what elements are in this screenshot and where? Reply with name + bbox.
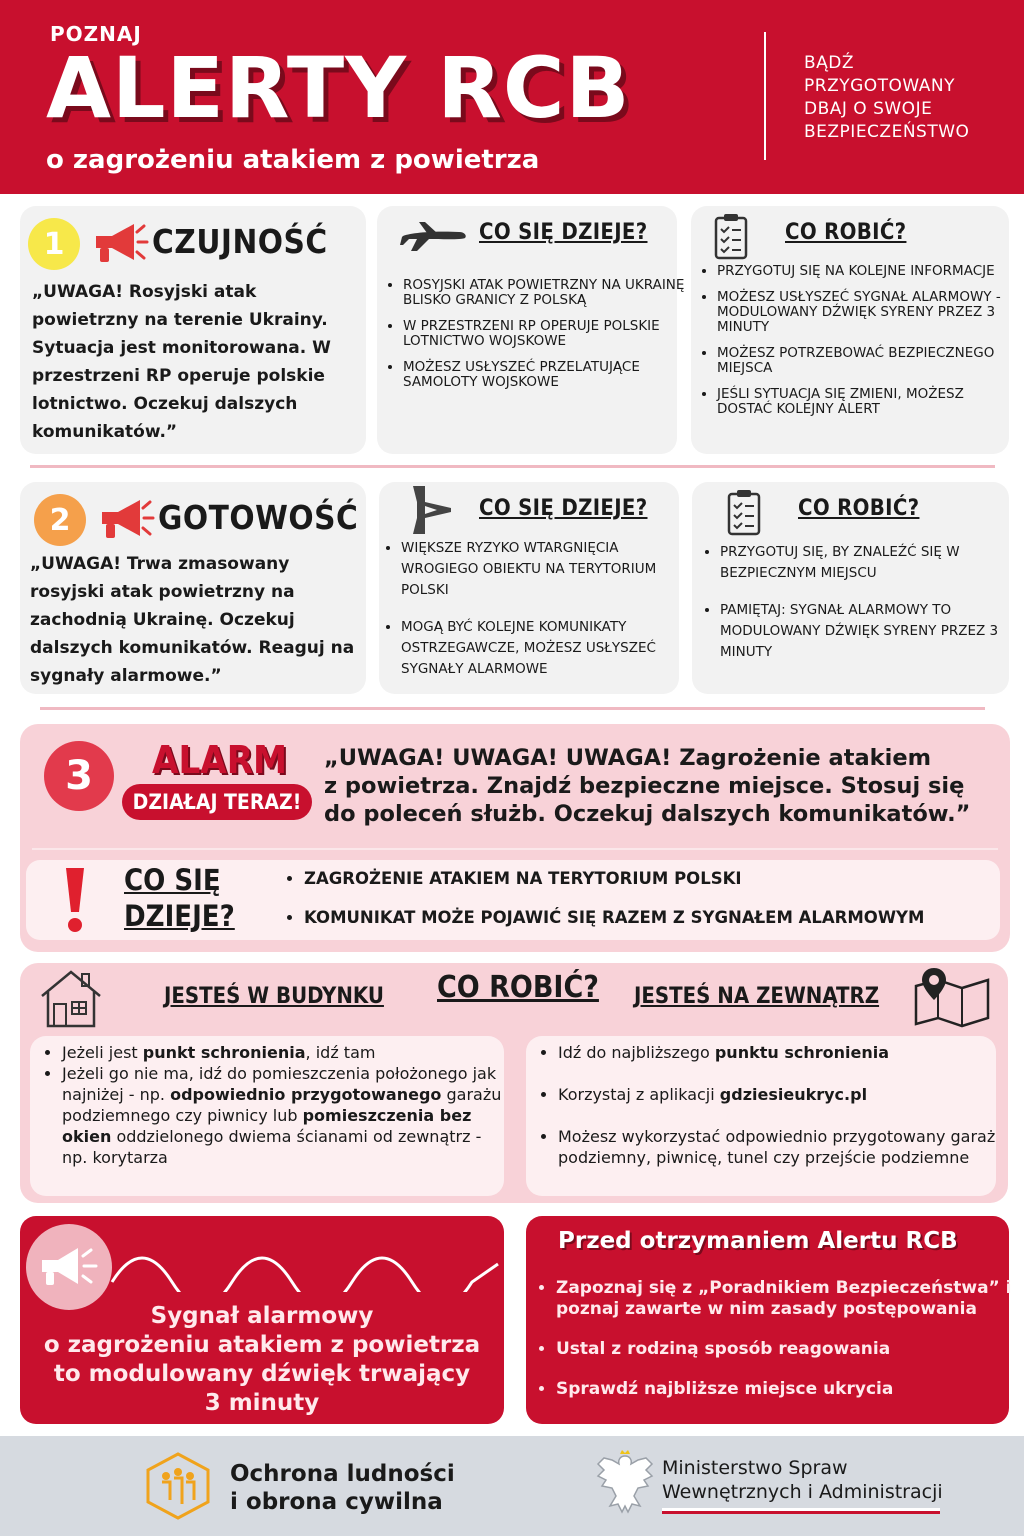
house-icon: [38, 968, 104, 1030]
list-item: • Sprawdź najbliższe miejsce ukrycia: [556, 1379, 1016, 1400]
list-item: • WIĘKSZE RYZYKO WTARGNIĘCIA WROGIEGO OBIEKTU NA TERYTORIUM POLSKI: [401, 538, 689, 601]
footer-left-text: [230, 1460, 455, 1516]
slogan-line: PRZYGOTOWANY: [804, 76, 956, 96]
alarm-happening-list: [286, 869, 924, 947]
before-title: Przed otrzymaniem Alertu RCB: [558, 1228, 958, 1254]
list-item: [62, 1042, 510, 1063]
megaphone-icon: [96, 496, 156, 542]
sound-wave: [110, 1246, 500, 1292]
what-to-do-title: CO ROBIĆ?: [437, 970, 599, 1005]
inside-card: [30, 1036, 504, 1196]
level1-happening-card: [377, 206, 685, 454]
alarm-quote-line: z powietrza. Znajdź bezpieczne miejsce. Stosuj się: [324, 773, 965, 799]
list-item: [558, 1042, 1002, 1063]
signal-line: to modulowany dźwięk trwający: [53, 1361, 471, 1387]
level2-name: GOTOWOŚĆ: [158, 498, 359, 537]
exclamation-icon: [62, 864, 88, 934]
list-item: • MOŻESZ USŁYSZEĆ PRZELATUJĄCE SAMOLOTY WOJSKOWE: [403, 360, 685, 390]
title-line: CO SIĘ: [124, 863, 221, 897]
level1-todo-list: [695, 264, 1015, 428]
level1-quote: „UWAGA! Rosyjski atak powietrzny na terenie Ukrainy. Sytuacja jest monitorowana. W przestrzeni RP operuje polskie lotnictwo. Oczekuj dalszych komunikatów.”: [32, 282, 331, 442]
level2-todo-list: [698, 542, 1016, 679]
text: Możesz wykorzystać odpowiednio przygotowany garaż podziemny, piwnicę, tunel czy przejście podziemne: [558, 1127, 996, 1167]
map-pin-icon: [912, 966, 992, 1028]
divider: [32, 848, 998, 850]
bold-text: gdziesieukryc.pl: [719, 1085, 868, 1104]
footer-right-text: [662, 1456, 943, 1504]
slogan-line: BEZPIECZEŃSTWO: [804, 122, 970, 142]
text: Jeżeli go nie ma, idź do pomieszczenia położonego jak najniżej - np.: [62, 1064, 497, 1104]
before-alert-box: [526, 1216, 1012, 1424]
title-line: DZIEJE?: [124, 899, 235, 933]
alarm-badge: DZIAŁAJ TERAZ!: [122, 784, 312, 820]
bold-text: punktu schronienia: [714, 1043, 890, 1062]
footer-line: Ochrona ludności: [230, 1461, 455, 1487]
list-item: • PRZYGOTUJ SIĘ, BY ZNALEŹĆ SIĘ W BEZPIECZNYM MIEJSCU: [720, 542, 1016, 584]
text: oddzielonego dwiema ścianami od zewnątrz - np. korytarza: [62, 1127, 482, 1167]
list-item: [558, 1126, 1002, 1168]
page-subtitle: o zagrożeniu atakiem z powietrza: [46, 145, 540, 175]
outside-list: [540, 1042, 1002, 1168]
slogan-line: BĄDŹ: [804, 53, 855, 73]
header-pre-title: POZNAJ: [50, 22, 142, 46]
level1-todo-card: [691, 206, 1009, 454]
level2-number: 2: [34, 494, 86, 546]
footer-line: Ministerstwo Spraw: [662, 1457, 848, 1479]
text: Idź do najbliższego: [558, 1043, 715, 1062]
level2-happening-card: [379, 482, 679, 694]
list-item: • MOŻESZ USŁYSZEĆ SYGNAŁ ALARMOWY - MODULOWANY DŹWIĘK SYRENY PRZEZ 3 MINUTY: [717, 290, 1015, 335]
list-item: • Ustal z rodziną sposób reagowania: [556, 1339, 1016, 1360]
alarm-quote: [324, 744, 970, 828]
text: Korzystaj z aplikacji: [558, 1085, 720, 1104]
list-item: [62, 1063, 510, 1168]
footer-line: Wewnętrznych i Administracji: [662, 1481, 943, 1503]
list-item: • W PRZESTRZENI RP OPERUJE POLSKIE LOTNICTWO WOJSKOWE: [403, 319, 685, 349]
civil-defense-logo: [144, 1452, 212, 1520]
level1-number: 1: [28, 218, 80, 270]
text: Jeżeli jest: [62, 1043, 143, 1062]
level2-todo-title: CO ROBIĆ?: [798, 496, 920, 521]
list-item: [558, 1084, 1002, 1105]
footer-line: i obrona cywilna: [230, 1489, 443, 1515]
inside-list: [44, 1042, 510, 1168]
bold-text: pomieszczenia bez okien: [62, 1106, 472, 1146]
list-item: • JEŚLI SYTUACJA SIĘ ZMIENI, MOŻESZ DOSTAĆ KOLEJNY ALERT: [717, 387, 1015, 417]
signal-box: [20, 1216, 504, 1424]
flag-stripe: [662, 1508, 940, 1514]
level1-card: [20, 206, 366, 454]
divider: [30, 465, 995, 468]
alarm-number: 3: [44, 741, 114, 811]
signal-line: o zagrożeniu atakiem z powietrza: [43, 1332, 481, 1358]
list-item: • KOMUNIKAT MOŻE POJAWIĆ SIĘ RAZEM Z SYGNAŁEM ALARMOWYM: [304, 908, 924, 928]
checklist-icon: [726, 488, 762, 536]
list-item: • MOŻESZ POTRZEBOWAĆ BEZPIECZNEGO MIEJSCA: [717, 346, 1015, 376]
alarm-quote-line: „UWAGA! UWAGA! UWAGA! Zagrożenie atakiem: [324, 745, 932, 771]
eagle-emblem: [594, 1450, 656, 1520]
list-item: • PRZYGOTUJ SIĘ NA KOLEJNE INFORMACJE: [717, 264, 1015, 279]
megaphone-icon: [90, 220, 150, 266]
list-item: • PAMIĘTAJ: SYGNAŁ ALARMOWY TO MODULOWANY DŹWIĘK SYRENY PRZEZ 3 MINUTY: [720, 600, 1016, 663]
level1-happening-list: [381, 278, 685, 401]
alarm-name: ALARM: [152, 738, 288, 782]
text: , idź tam: [305, 1043, 376, 1062]
page-title: ALERTY RCB: [46, 39, 631, 137]
alarm-happening-title: [124, 862, 235, 934]
list-item: • ROSYJSKI ATAK POWIETRZNY NA UKRAINĘ BLISKO GRANICY Z POLSKĄ: [403, 278, 685, 308]
list-item: • Zapoznaj się z „Poradnikiem Bezpieczeństwa” i poznaj zawarte w nim zasady postępowania: [556, 1278, 1016, 1320]
divider: [40, 707, 985, 710]
level1-happening-title: CO SIĘ DZIEJE?: [479, 220, 648, 245]
siren-icon: [38, 1244, 104, 1290]
drone-icon: [407, 484, 453, 536]
level2-happening-title: CO SIĘ DZIEJE?: [479, 496, 648, 521]
level1-name: CZUJNOŚĆ: [152, 222, 328, 261]
list-item: • MOGĄ BYĆ KOLEJNE KOMUNIKATY OSTRZEGAWCZE, MOŻESZ USŁYSZEĆ SYGNAŁY ALARMOWE: [401, 617, 689, 680]
level1-todo-title: CO ROBIĆ?: [785, 220, 907, 245]
checklist-icon: [713, 212, 749, 260]
airplane-icon: [399, 218, 469, 254]
level2-quote: „UWAGA! Trwa zmasowany rosyjski atak powietrzny na zachodnią Ukrainę. Oczekuj dalszych komunikatów. Reaguj na sygnały alarmowe.”: [30, 554, 355, 686]
bold-text: odpowiednio przygotowanego: [170, 1085, 442, 1104]
inside-title: JESTEŚ W BUDYNKU: [164, 984, 384, 1009]
outside-title: JESTEŚ NA ZEWNĄTRZ: [634, 984, 880, 1009]
slogan-line: DBAJ O SWOJE: [804, 99, 933, 119]
outside-card: [526, 1036, 996, 1196]
text: garażu podziemnego czy piwnicy lub: [62, 1085, 502, 1125]
alarm-quote-line: do poleceń służb. Oczekuj dalszych komunikatów.”: [324, 801, 971, 827]
before-list: [538, 1278, 1016, 1419]
level2-todo-card: [692, 482, 1009, 694]
level2-card: [20, 482, 366, 694]
list-item: • ZAGROŻENIE ATAKIEM NA TERYTORIUM POLSKI: [304, 869, 924, 889]
header-divider: [764, 32, 766, 160]
signal-text: [20, 1302, 504, 1418]
header-slogan: [804, 52, 969, 144]
signal-line: Sygnał alarmowy: [150, 1303, 374, 1329]
level2-happening-list: [379, 538, 689, 696]
signal-line: 3 minuty: [204, 1390, 320, 1416]
bold-text: punkt schronienia: [142, 1043, 306, 1062]
